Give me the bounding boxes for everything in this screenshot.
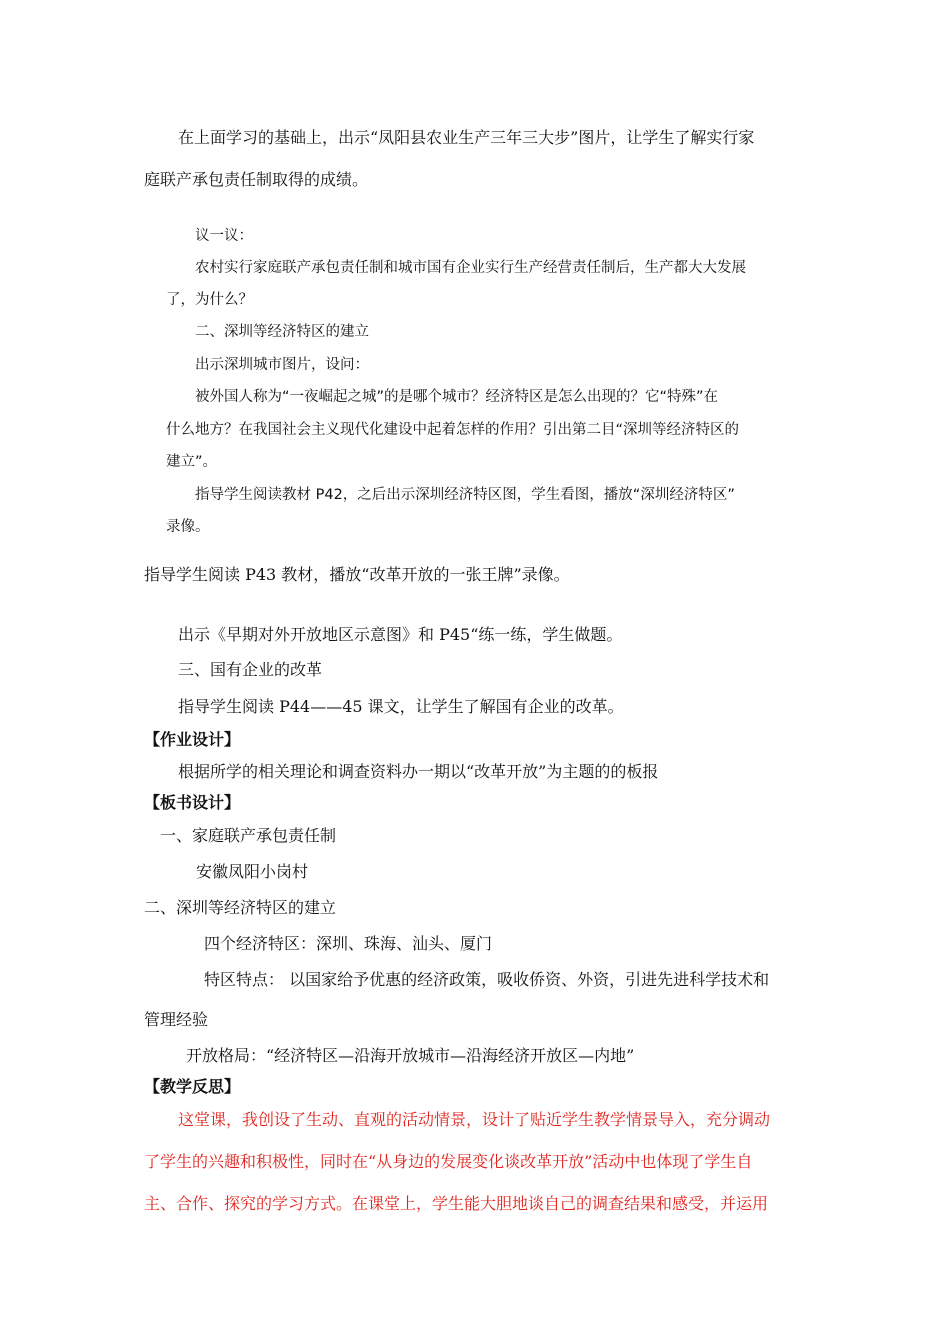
map-line: 出示《早期对外开放地区示意图》和 P45“练一练，学生做题。 (178, 625, 623, 644)
board-item-1: 一、家庭联产承包责任制 (160, 826, 337, 845)
board-item-2-sub-2-line-1: 特区特点： 以国家给予优惠的经济政策，吸收侨资、外资，引进先进科学技术和 (204, 970, 770, 989)
discuss-line-2: 了，为什么？ (166, 292, 253, 308)
p43-line: 指导学生阅读 P43 教材，播放“改革开放的一张王牌”录像。 (144, 565, 570, 584)
discuss-line-1: 农村实行家庭联产承包责任制和城市国有企业实行生产经营责任制后，生产都大大发展 (195, 260, 746, 276)
guide-line-2: 录像。 (166, 519, 210, 535)
intro-line-1: 在上面学习的基础上，出示“凤阳县农业生产三年三大步”图片，让学生了解实行家 (178, 128, 755, 147)
question-line-1: 被外国人称为“一夜崛起之城”的是哪个城市？经济特区是怎么出现的？它“特殊”在 (195, 389, 719, 405)
reflection-heading: 【教学反思】 (144, 1077, 241, 1096)
homework-text: 根据所学的相关理论和调查资料办一期以“改革开放”为主题的的板报 (178, 762, 659, 781)
reflection-line-2: 了学生的兴趣和积极性，同时在“从身边的发展变化谈改革开放”活动中也体现了学生自 (144, 1152, 753, 1171)
section3-title: 三、国有企业的改革 (178, 660, 323, 679)
question-line-3: 建立”。 (166, 454, 218, 470)
homework-heading: 【作业设计】 (144, 730, 241, 749)
reflection-line-1: 这堂课，我创设了生动、直观的活动情景，设计了贴近学生教学情景导入，充分调动 (178, 1110, 771, 1129)
board-item-2-sub-1: 四个经济特区：深圳、珠海、汕头、厦门 (204, 934, 493, 953)
reflection-line-3: 主、合作、探究的学习方式。在课堂上，学生能大胆地谈自己的调查结果和感受，并运用 (144, 1194, 769, 1213)
question-line-2: 什么地方？在我国社会主义现代化建设中起着怎样的作用？引出第二目“深圳等经济特区的 (166, 422, 740, 438)
discuss-title: 议一议： (195, 228, 253, 244)
intro-line-2: 庭联产承包责任制取得的成绩。 (144, 170, 369, 189)
board-item-2-sub-2-line-2: 管理经验 (144, 1010, 209, 1029)
board-item-2: 二、深圳等经济特区的建立 (144, 898, 337, 917)
board-item-1-sub: 安徽凤阳小岗村 (196, 862, 309, 881)
board-item-2-sub-3: 开放格局：“经济特区—沿海开放城市—沿海经济开放区—内地” (186, 1046, 635, 1065)
board-heading: 【板书设计】 (144, 793, 241, 812)
p44-line: 指导学生阅读 P44——45 课文，让学生了解国有企业的改革。 (178, 697, 624, 716)
show-images-line: 出示深圳城市图片，设问： (195, 357, 369, 373)
section2-title: 二、深圳等经济特区的建立 (195, 324, 369, 340)
guide-line-1: 指导学生阅读教材 P42，之后出示深圳经济特区图，学生看图，播放“深圳经济特区” (195, 487, 735, 503)
